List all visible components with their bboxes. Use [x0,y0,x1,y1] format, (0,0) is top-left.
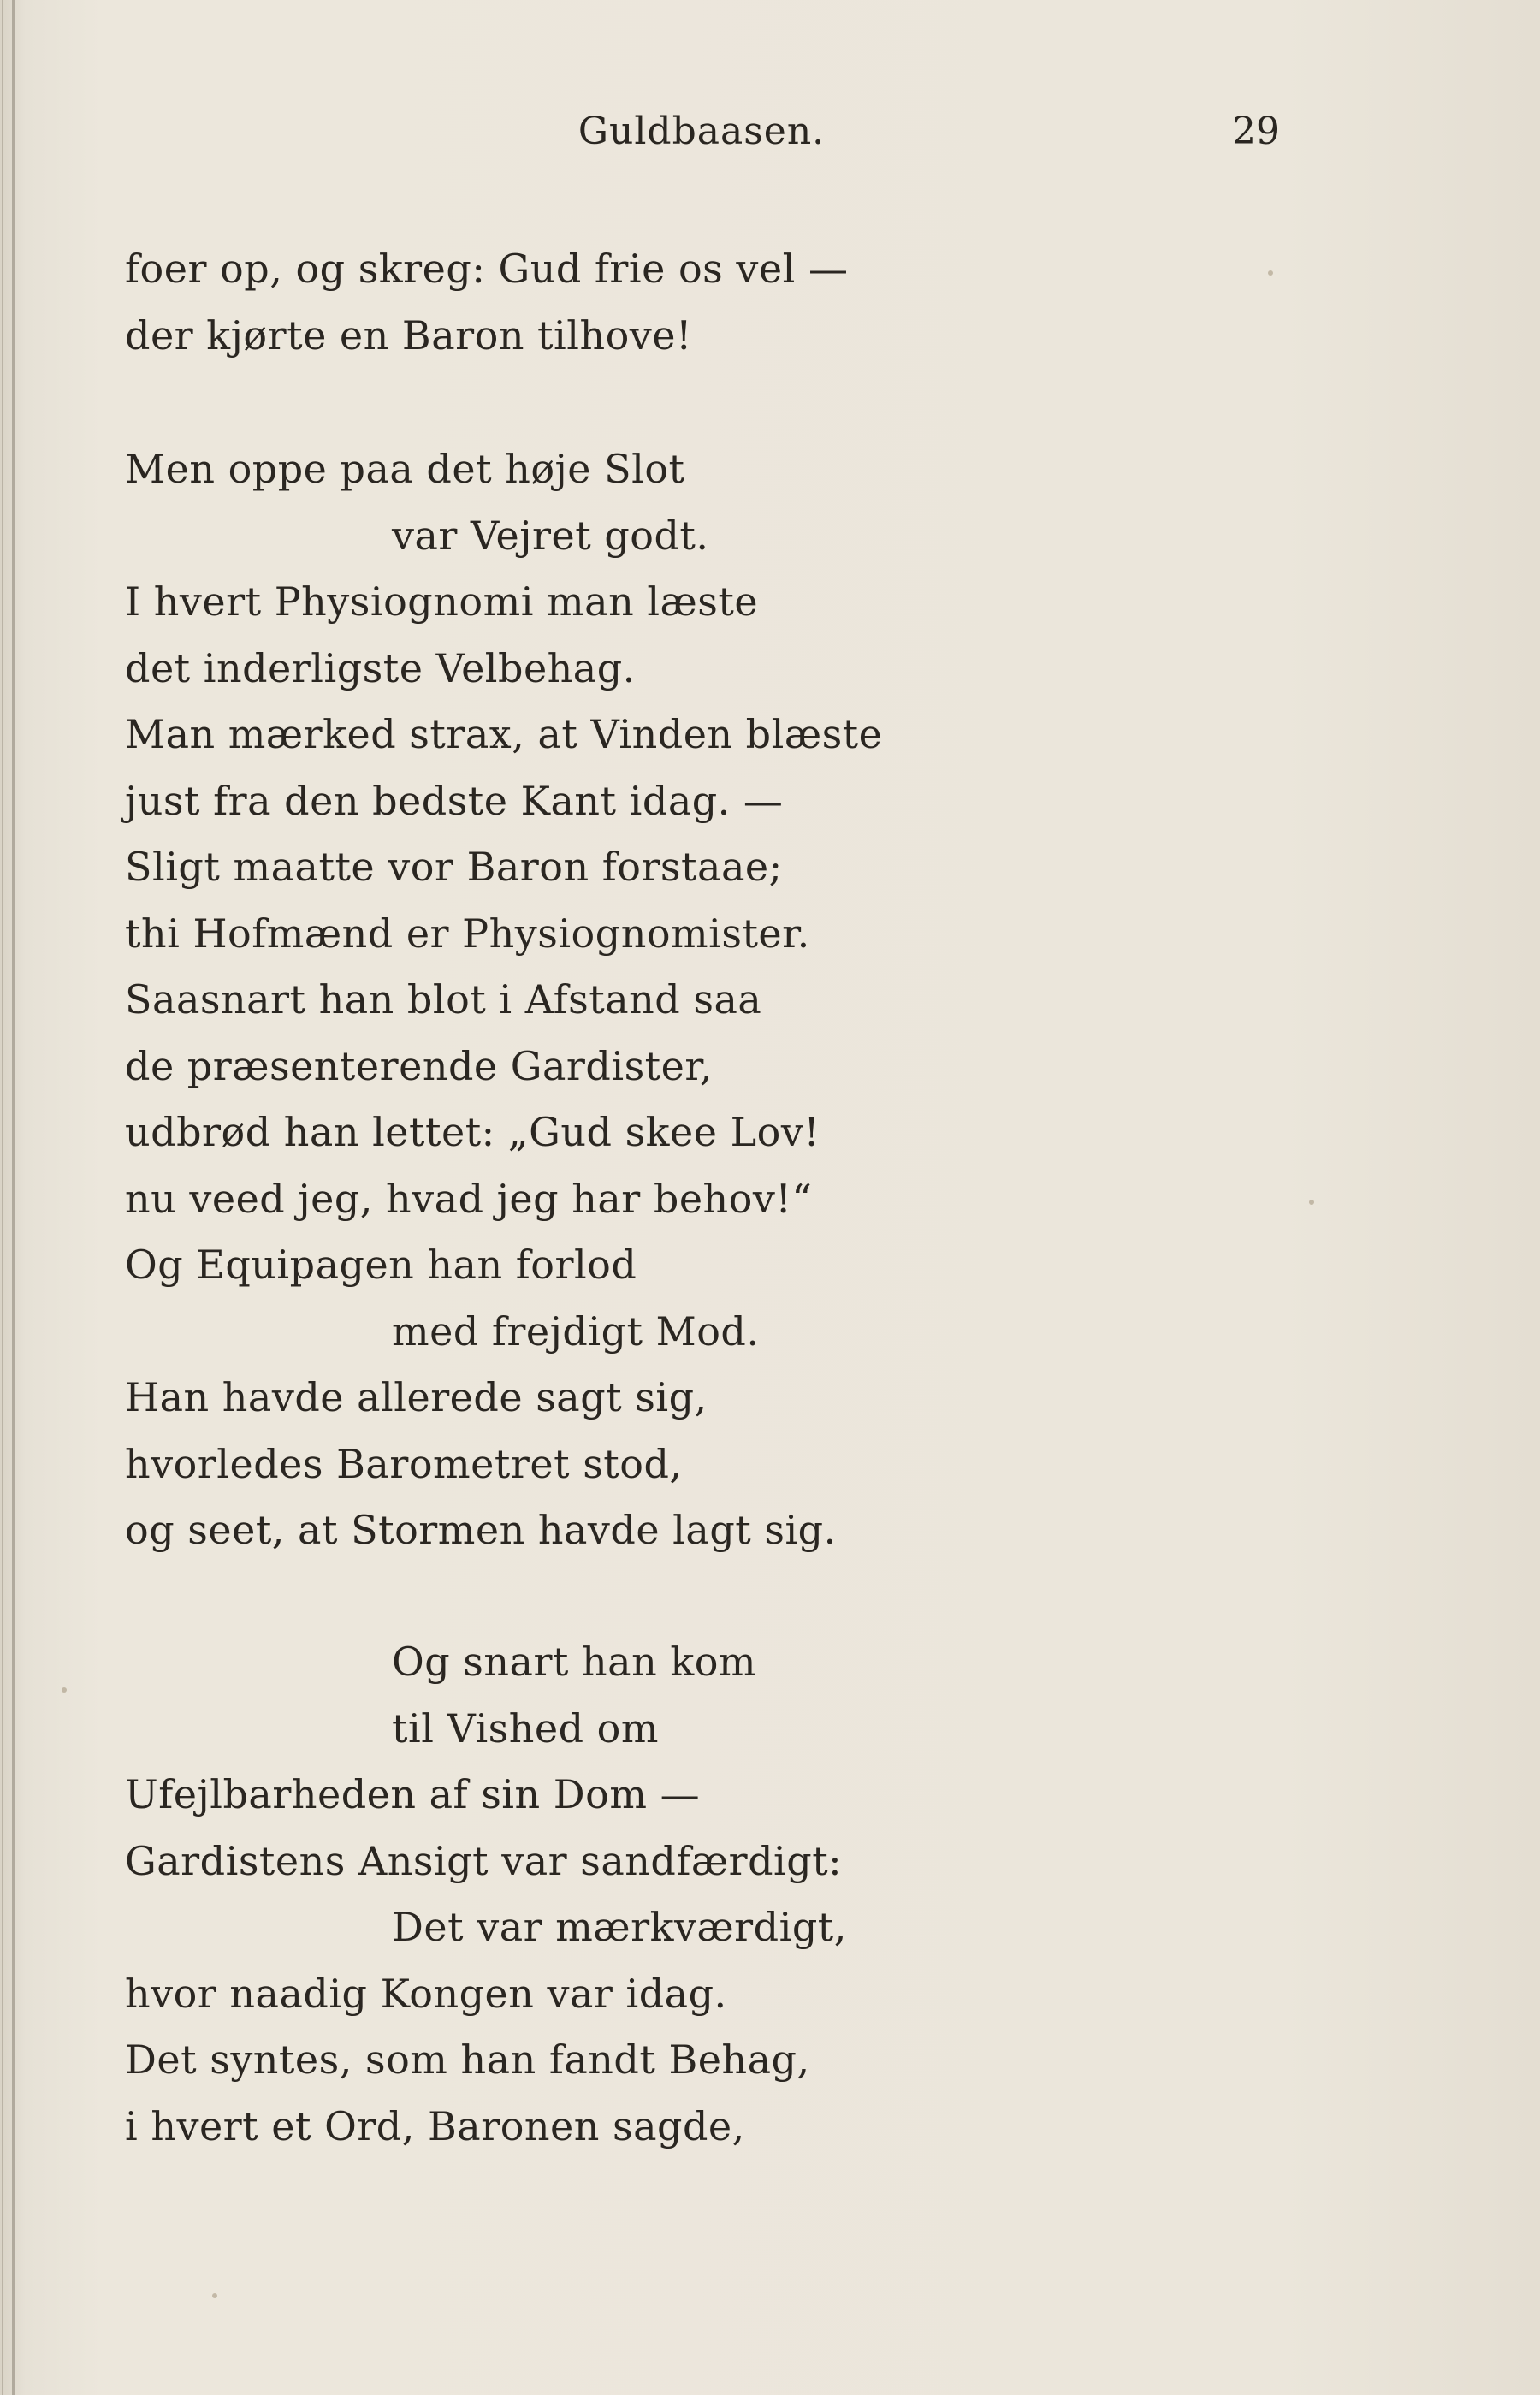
poem-line: der kjørte en Baron tilhove! [125,312,692,359]
poem-line: Gardistens Ansigt var sandfærdigt: [125,1838,843,1884]
poem-line: I hvert Physiognomi man læste [125,578,759,625]
paper-speckle [62,1687,67,1693]
poem-line: Saasnart han blot i Afstand saa [125,976,762,1023]
poem-line: Og Equipagen han forlod [125,1242,637,1288]
page-number: 29 [1232,110,1280,153]
poem-line: nu veed jeg, hvad jeg har behov!“ [125,1176,813,1222]
paper-speckle [212,2293,217,2298]
poem-line: hvorledes Barometret stod, [125,1441,683,1487]
poem-line: Ufejlbarheden af sin Dom — [125,1771,701,1817]
poem-line: Han havde allerede sagt sig, [125,1374,708,1420]
poem-line: Og snart han kom [392,1639,757,1685]
poem-line: og seet, at Stormen havde lagt sig. [125,1507,837,1553]
binding-shadow [12,0,15,2395]
running-title: Guldbaasen. [578,110,826,153]
poem-line: Det var mærkværdigt, [392,1904,847,1950]
poem-line: udbrød han lettet: „Gud skee Lov! [125,1109,820,1155]
poem-line: thi Hofmænd er Physiognomister. [125,910,810,957]
running-header [0,110,1540,161]
poem-line: til Vished om [392,1705,659,1752]
poem-line: Sligt maatte vor Baron forstaae; [125,844,783,890]
paper-speckle [1268,270,1273,276]
paper-speckle [1309,1200,1314,1205]
poem-line: just fra den bedste Kant idag. — [125,778,784,824]
poem-line: det inderligste Velbehag. [125,645,636,691]
binding-edge [2,0,3,2395]
poem-line: var Vejret godt. [392,513,709,559]
poem-line: de præsenterende Gardister, [125,1043,713,1089]
poem-line: i hvert et Ord, Baronen sagde, [125,2103,745,2149]
poem-line: foer op, og skreg: Gud frie os vel — [125,246,849,292]
poem-line: hvor naadig Kongen var idag. [125,1971,727,2017]
poem-line: Man mærked strax, at Vinden blæste [125,711,883,757]
poem-line: Det syntes, som han fandt Behag, [125,2036,810,2083]
poem-line: med frejdigt Mod. [392,1308,760,1355]
poem-line: Men oppe paa det høje Slot [125,446,685,492]
